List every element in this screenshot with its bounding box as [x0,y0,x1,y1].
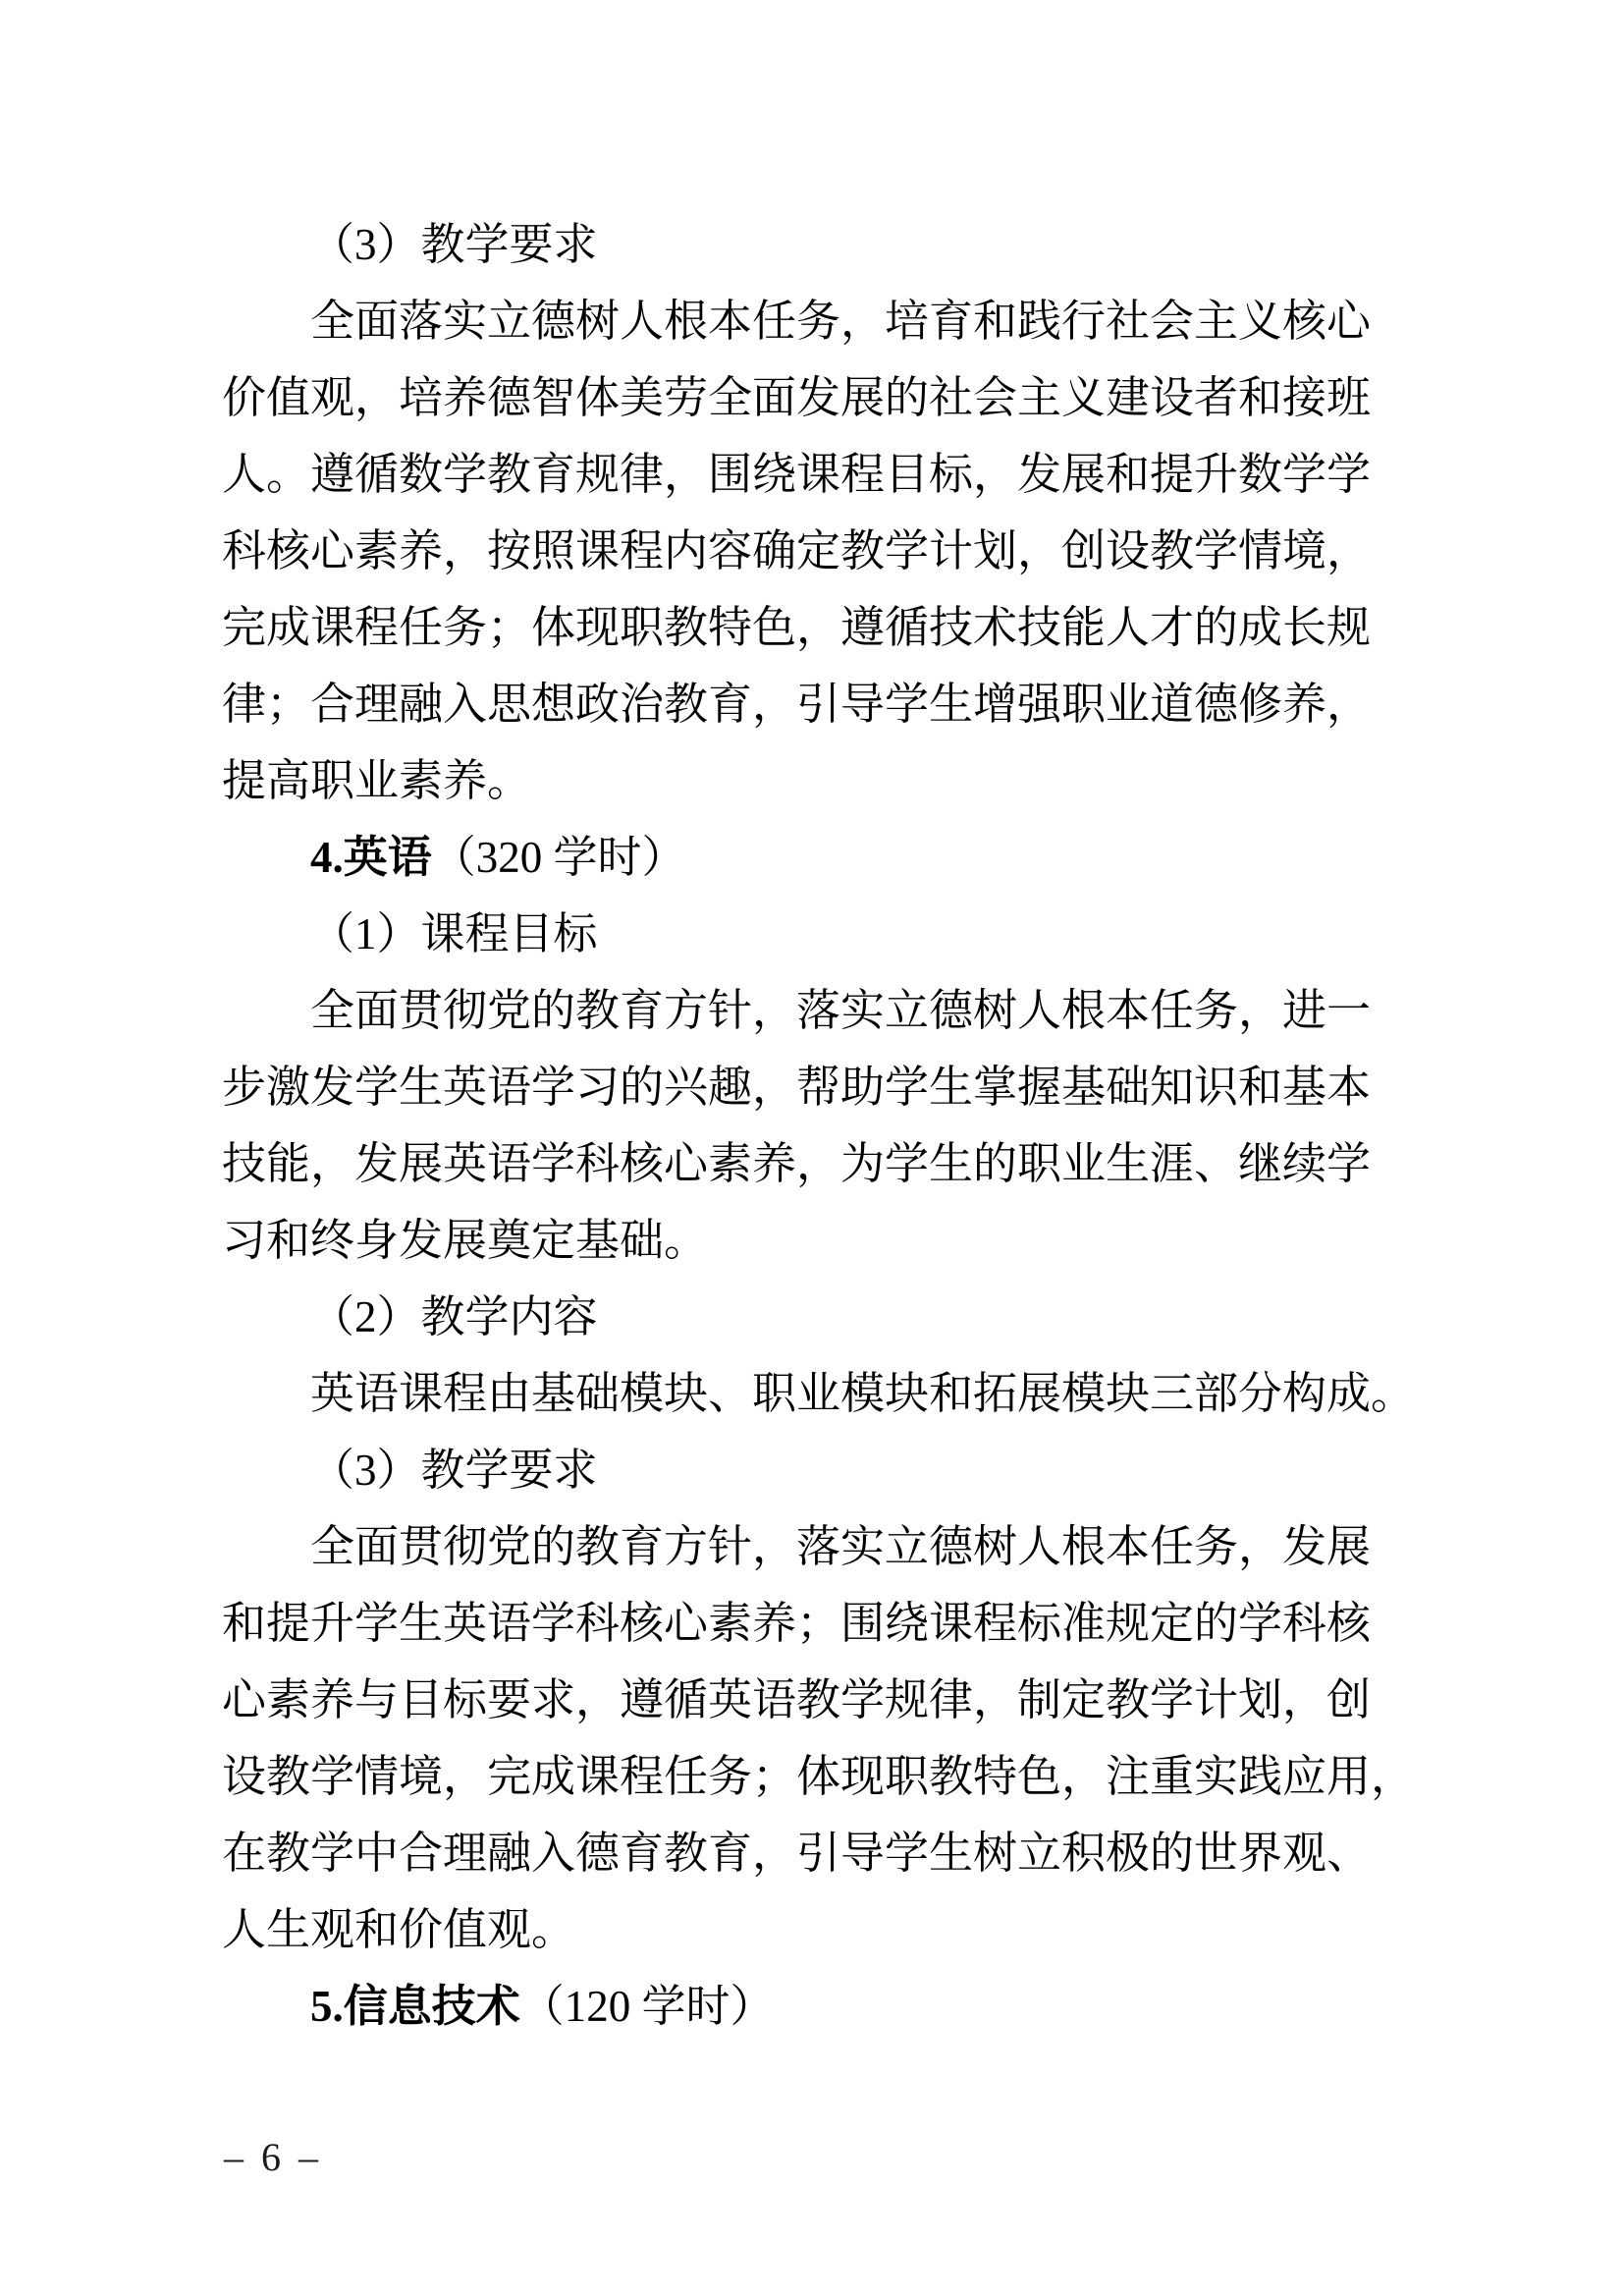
heading-english-course [222,819,1498,896]
heading-hours: （120 学时） [519,1982,775,2031]
paragraph-line: 步激发学生英语学习的兴趣，帮助学生掌握基础知识和基本 [222,1063,1372,1112]
subheading-teaching-requirements: （3）教学要求 [310,220,598,269]
paragraph-line: 习和终身发展奠定基础。 [222,1216,709,1265]
paragraph-line: 设教学情境，完成课程任务；体现职教特色，注重实践应用， [222,1752,1416,1801]
paragraph-line: 律；合理融入思想政治教育，引导学生增强职业道德修养， [222,680,1372,729]
page-number: – 6 – [224,2135,322,2179]
paragraph-line: 英语课程由基础模块、职业模块和拓展模块三部分构成。 [310,1369,1416,1418]
heading-information-technology [222,1968,1498,2045]
paragraph-line: 提高职业素养。 [222,756,532,805]
paragraph-line: 心素养与目标要求，遵循英语教学规律，制定教学计划，创 [222,1675,1372,1724]
paragraph-line: 人生观和价值观。 [222,1905,576,1954]
paragraph-line: 全面贯彻党的教育方针，落实立德树人根本任务，进一 [310,986,1372,1035]
paragraph-line: 和提升学生英语学科核心素养；围绕课程标准规定的学科核 [222,1599,1372,1648]
document-body [222,206,1498,2045]
paragraph-line: 在教学中合理融入德育教育，引导学生树立积极的世界观、 [222,1829,1372,1878]
heading-title: 5.信息技术 [310,1982,520,2031]
paragraph-line: 科核心素养，按照课程内容确定教学计划，创设教学情境， [222,526,1372,575]
paragraph-line: 人。遵循数学教育规律，围绕课程目标，发展和提升数学学 [222,450,1372,499]
heading-hours: （320 学时） [431,833,686,882]
subheading-teaching-content: （2）教学内容 [310,1292,598,1341]
paragraph-line: 技能，发展英语学科核心素养，为学生的职业生涯、继续学 [222,1139,1372,1188]
paragraph-line: 全面贯彻党的教育方针，落实立德树人根本任务，发展 [310,1522,1372,1571]
subheading-course-objectives: （1）课程目标 [310,909,598,958]
heading-title: 4.英语 [310,833,432,882]
paragraph-line: 全面落实立德树人根本任务，培育和践行社会主义核心 [310,297,1372,346]
paragraph-line: 完成课程任务；体现职教特色，遵循技术技能人才的成长规 [222,603,1372,652]
paragraph-line: 价值观，培养德智体美劳全面发展的社会主义建设者和接班 [222,373,1372,422]
subheading-teaching-requirements: （3）教学要求 [310,1446,598,1495]
